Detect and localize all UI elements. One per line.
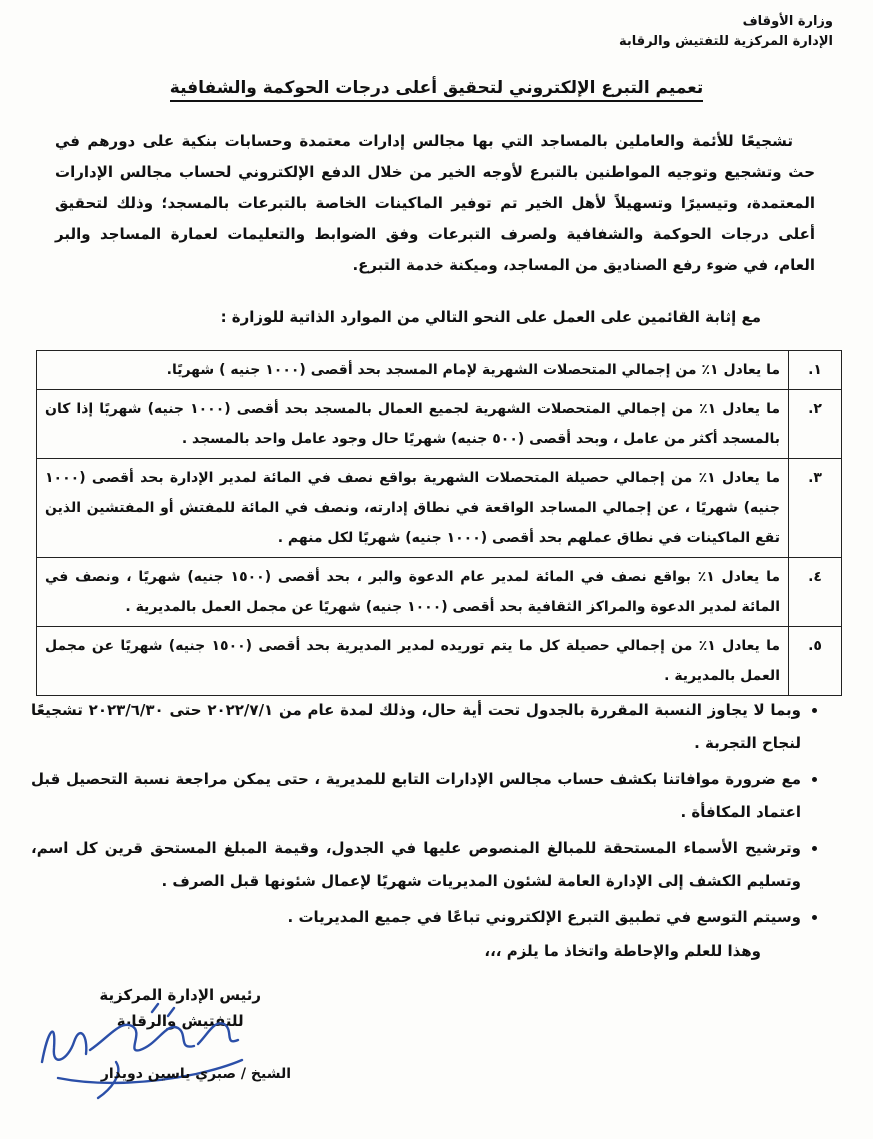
signatory-title-line: رئيس الإدارة المركزية <box>99 986 261 1004</box>
document-title <box>0 78 873 98</box>
row-number: ٣. <box>789 459 842 558</box>
signature-stroke <box>198 1023 238 1044</box>
signature-strokes <box>42 1004 242 1098</box>
signatory-title-line: للتفتيش والرقابة <box>116 1012 244 1030</box>
row-number: ٥. <box>789 627 842 696</box>
notes-list <box>31 694 825 937</box>
row-text: ما يعادل ١٪ من إجمالي المتحصلات الشهرية لإمام المسجد بحد أقصى (١٠٠٠ جنيه ) شهريًا. <box>37 351 789 390</box>
row-text: ما يعادل ١٪ من إجمالي حصيلة كل ما يتم توريده لمدير المديرية بحد أقصى (١٥٠٠ جنيه) شهريًا عن مجمل العمل بالمديرية . <box>37 627 789 696</box>
row-number: ٢. <box>789 390 842 459</box>
ministry-name: وزارة الأوقاف <box>742 14 833 29</box>
row-number: ١. <box>789 351 842 390</box>
table-row <box>37 558 842 627</box>
signature-stroke <box>42 1032 86 1062</box>
signature-stroke <box>152 1004 174 1016</box>
list-item: • مع ضرورة موافاتنا بكشف حساب مجالس الإدارات التابع للمديرية ، حتى يمكن مراجعة نسبة التحصيل قبل اعتماد المكافأة . <box>31 763 801 829</box>
row-text: ما يعادل ١٪ من إجمالي المتحصلات الشهرية لجميع العمال بالمسجد بحد أقصى (١٠٠٠ جنيه) شهريًا إذا كان بالمسجد أكثر من عامل ، وبحد أقصى (٥٠٠ جنيه) شهريًا حال وجود عامل واحد بالمسجد . <box>37 390 789 459</box>
table-row <box>37 351 842 390</box>
department-name: الإدارة المركزية للتفتيش والرقابة <box>618 34 833 49</box>
signature-stroke <box>90 1025 194 1051</box>
lead-sentence: مع إثابة القائمين على العمل على النحو التالي من الموارد الذاتية للوزارة : <box>220 308 761 326</box>
row-text: ما يعادل ١٪ من إجمالي حصيلة المتحصلات الشهرية بواقع نصف في المائة لمدير الإدارة بحد أقصى (١٠٠٠ جنيه) شهريًا ، عن إجمالي المساجد الواقعة في نطاق إدارته، ونصف في المائة للمفتش أو المفتشين الذين تقع الماكينات في نطاق عملهم بحد أقصى (١٠٠٠ جنيه) شهريًا لكل منهم . <box>37 459 789 558</box>
list-item: • وبما لا يجاوز النسبة المقررة بالجدول تحت أية حال، وذلك لمدة عام من ٢٠٢٢/٧/١ حتى ٢٠٢٣/٦/٣٠ تشجيعًا لنجاح التجربة . <box>31 694 801 760</box>
row-text: ما يعادل ١٪ بواقع نصف في المائة لمدير عام الدعوة والبر ، بحد أقصى (١٥٠٠ جنيه) شهريًا ، ونصف في المائة لمدير الدعوة والمراكز الثقافية بحد أقصى (١٠٠٠ جنيه) شهريًا عن مجمل العمل بالمديرية . <box>37 558 789 627</box>
list-item: • وترشيح الأسماء المستحقة للمبالغ المنصوص عليها في الجدول، وقيمة المبلغ المستحق قرين كل اسم، وتسليم الكشف إلى الإدارة العامة لشئون المديريات شهريًا لإعمال شئونها قبل الصرف . <box>31 832 801 898</box>
handwritten-signature <box>28 990 258 1110</box>
intro-paragraph: تشجيعًا للأئمة والعاملين بالمساجد التي بها مجالس إدارات معتمدة وحسابات بنكية على دورهم في حث وتشجيع وتوجيه المواطنين بالتبرع لأوجه الخير من خلال الدفع الإلكتروني لحساب مجالس الإدارات المعتمدة، وتيسيرًا وتسهيلاً لأهل الخير تم توفير الماكينات الخاصة بالتبرعات بالمسجد؛ وذلك لتحقيق أعلى درجات الحوكمة والشفافية ولصرف التبرعات وفق الضوابط والتعليمات لعمارة المساجد والبر العام، في ضوء رفع الصناديق من المساجد، وميكنة خدمة التبرع. <box>55 132 815 274</box>
closing-line: وهذا للعلم والإحاطة واتخاذ ما يلزم ،،، <box>484 942 761 960</box>
list-item: • وسيتم التوسع في تطبيق التبرع الإلكتروني تباعًا في جميع المديريات . <box>31 901 801 934</box>
signer-name: الشيخ / صبري ياسين دويدار <box>100 1066 291 1082</box>
letterhead <box>619 12 833 52</box>
document-title-text: تعميم التبرع الإلكتروني لتحقيق أعلى درجات الحوكمة والشفافية <box>170 78 703 102</box>
table-row <box>37 390 842 459</box>
reward-table <box>36 350 842 696</box>
table-row <box>37 627 842 696</box>
row-number: ٤. <box>789 558 842 627</box>
table-row <box>37 459 842 558</box>
